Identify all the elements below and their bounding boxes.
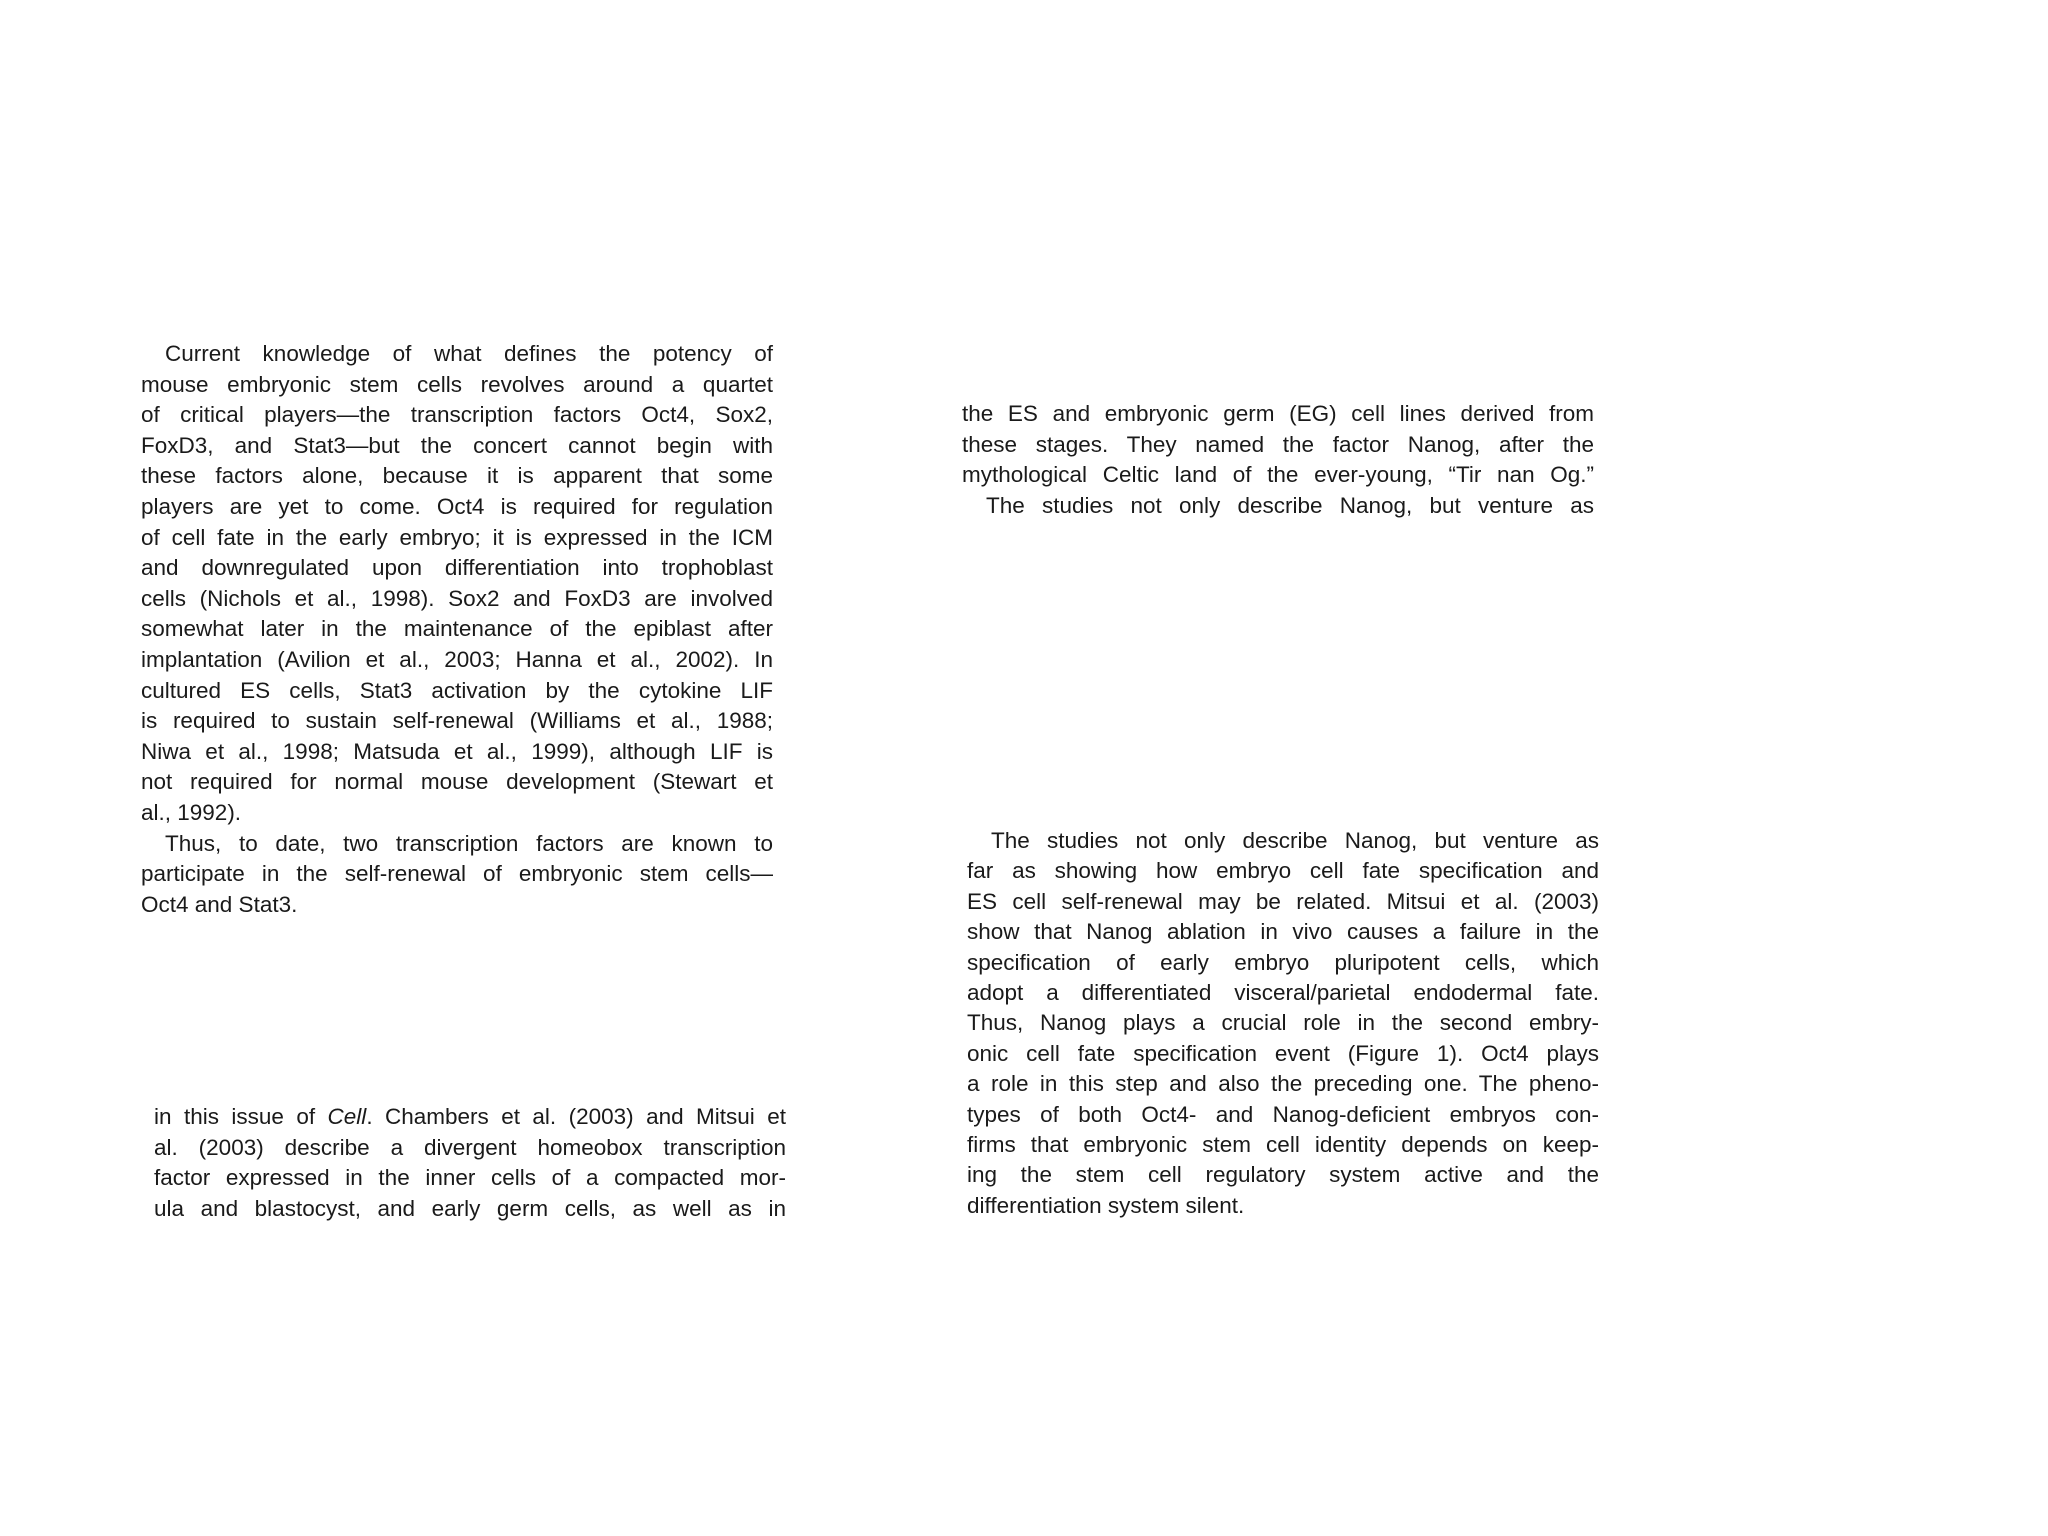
text-line: al. (2003) describe a divergent homeobox transcription [154,1134,786,1160]
text-line: FoxD3, and Stat3—but the concert cannot begin with [141,432,773,458]
text-line: not required for normal mouse development (Stewart et [141,769,773,795]
text-line: mythological Celtic land of the ever-young, “Tir nan Og.” [962,462,1594,488]
text-line: somewhat later in the maintenance of the epiblast after [141,616,773,642]
text-line: ing the stem cell regulatory system active and the [967,1162,1599,1188]
journal-name: Cell [327,1104,367,1129]
text-line: Niwa et al., 1998; Matsuda et al., 1999), although LIF is [141,738,773,764]
text-line: far as showing how embryo cell fate specification and [967,858,1599,884]
text-excerpt-a [141,339,773,920]
text-line: these factors alone, because it is apparent that some [141,463,773,489]
text-line: types of both Oct4- and Nanog-deficient embryos con- [967,1101,1599,1127]
text-excerpt-c [154,1102,786,1224]
text-line: The studies not only describe Nanog, but venture as [991,828,1599,853]
text-line: of cell fate in the early embryo; it is expressed in the ICM [141,524,773,550]
text-line: Current knowledge of what defines the potency of [165,341,773,366]
text-line: participate in the self-renewal of embryonic stem cells— [141,861,773,887]
text-line: is required to sustain self-renewal (Williams et al., 1988; [141,708,773,734]
text-line: factor expressed in the inner cells of a compacted mor- [154,1165,786,1191]
text-line: onic cell fate specification event (Figure 1). Oct4 plays [967,1040,1599,1066]
text-line: The studies not only describe Nanog, but venture as [986,492,1594,518]
text-line: cultured ES cells, Stat3 activation by the cytokine LIF [141,677,773,703]
text-line: firms that embryonic stem cell identity depends on keep- [967,1131,1599,1157]
text-excerpt-d [967,826,1599,1221]
text-line: ES cell self-renewal may be related. Mitsui et al. (2003) [967,888,1599,914]
text-excerpt-b [962,399,1594,521]
text-line: specification of early embryo pluripotent cells, which [967,949,1599,975]
text-line: these stages. They named the factor Nanog, after the [962,431,1594,457]
text-line: Thus, to date, two transcription factors are known to [165,830,773,856]
text-line: adopt a differentiated visceral/parietal endodermal fate. [967,979,1599,1005]
text-line [154,1102,786,1133]
text-line: implantation (Avilion et al., 2003; Hanna et al., 2002). In [141,646,773,672]
text-line: of critical players—the transcription factors Oct4, Sox2, [141,402,773,428]
text-line: Thus, Nanog plays a crucial role in the second embry- [967,1010,1599,1036]
text-line: Oct4 and Stat3. [141,891,298,917]
text-line: players are yet to come. Oct4 is required for regulation [141,493,773,519]
text-line: differentiation system silent. [967,1192,1245,1218]
text-line: show that Nanog ablation in vivo causes a failure in the [967,919,1599,945]
text-run: . Chambers et al. (2003) and Mitsui et [366,1104,786,1129]
text-line: ula and blastocyst, and early germ cells, as well as in [154,1195,786,1221]
text-line: al., 1992). [141,799,242,825]
text-run: in this issue of [154,1104,328,1129]
text-line: the ES and embryonic germ (EG) cell lines derived from [962,401,1594,426]
text-line: mouse embryonic stem cells revolves around a quartet [141,371,773,397]
text-line: cells (Nichols et al., 1998). Sox2 and FoxD3 are involved [141,585,773,611]
text-line: a role in this step and also the preceding one. The pheno- [967,1071,1599,1097]
text-line: and downregulated upon differentiation into trophoblast [141,555,773,581]
